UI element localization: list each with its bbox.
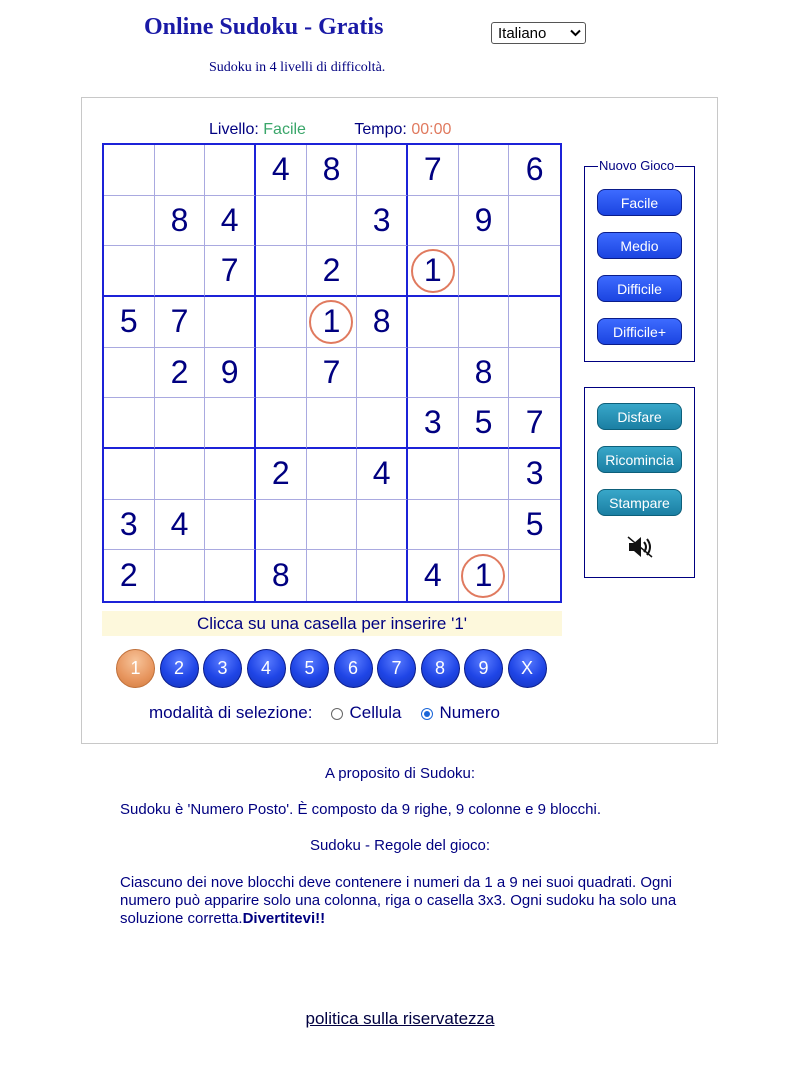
sudoku-cell[interactable]	[104, 297, 155, 348]
radio-cell[interactable]	[331, 708, 343, 720]
time-label: Tempo:	[354, 121, 407, 138]
print-button[interactable]: Stampare	[597, 489, 682, 516]
new-game-hardplus-button[interactable]: Difficile+	[597, 318, 682, 345]
cell-value: 9	[220, 353, 239, 390]
cell-value: 1	[309, 300, 353, 344]
language-selected-label: Italiano	[498, 24, 547, 42]
number-pad-button-8[interactable]: 8	[421, 649, 460, 688]
selection-mode	[149, 703, 500, 723]
about-title: A proposito di Sudoku:	[324, 765, 476, 782]
sudoku-cell[interactable]	[104, 500, 155, 551]
sudoku-cell[interactable]	[205, 196, 256, 247]
number-pad-button-9[interactable]: 9	[464, 649, 503, 688]
sudoku-cell[interactable]	[509, 348, 560, 399]
radio-number[interactable]	[421, 708, 433, 720]
sudoku-cell[interactable]	[509, 145, 560, 196]
sudoku-cell[interactable]	[104, 145, 155, 196]
site-subtitle: Sudoku in 4 livelli di difficoltà.	[209, 60, 386, 75]
rules-emphasis: Divertitevi!!	[242, 910, 326, 927]
number-pad-clear-button[interactable]: X	[508, 649, 547, 688]
sudoku-cell[interactable]	[459, 246, 510, 297]
cell-value: 2	[271, 455, 290, 492]
sudoku-cell[interactable]	[155, 145, 206, 196]
sudoku-cell[interactable]	[205, 145, 256, 196]
cell-value: 9	[474, 201, 493, 238]
rules-title: Sudoku - Regole del gioco:	[309, 837, 491, 854]
sudoku-cell[interactable]	[104, 348, 155, 399]
cell-value: 7	[220, 252, 239, 289]
sudoku-cell[interactable]	[205, 297, 256, 348]
sudoku-cell[interactable]	[408, 145, 459, 196]
sudoku-cell[interactable]	[205, 246, 256, 297]
sudoku-cell[interactable]	[509, 550, 560, 601]
sudoku-cell[interactable]	[205, 348, 256, 399]
about-text: Sudoku è 'Numero Posto'. È composto da 9 righe, 9 colonne e 9 blocchi.	[120, 801, 602, 818]
sudoku-cell[interactable]	[357, 398, 408, 449]
cell-value: 5	[474, 404, 493, 441]
time-value: 00:00	[411, 121, 452, 138]
sudoku-cell[interactable]	[459, 145, 510, 196]
sudoku-cell[interactable]	[256, 297, 307, 348]
language-select[interactable]	[491, 22, 586, 44]
cell-value: 3	[525, 455, 544, 492]
sudoku-cell[interactable]	[408, 196, 459, 247]
sudoku-cell[interactable]	[459, 550, 510, 601]
sudoku-cell[interactable]	[307, 246, 358, 297]
sudoku-cell[interactable]	[155, 246, 206, 297]
cell-value: 1	[461, 554, 505, 598]
sudoku-cell[interactable]	[509, 297, 560, 348]
cell-value: 6	[525, 151, 544, 188]
new-game-easy-button[interactable]: Facile	[597, 189, 682, 216]
sudoku-cell[interactable]	[509, 196, 560, 247]
sudoku-cell[interactable]	[104, 246, 155, 297]
mode-option-number-label: Numero	[439, 703, 500, 722]
sudoku-cell[interactable]	[256, 348, 307, 399]
sudoku-cell[interactable]	[509, 500, 560, 551]
cell-value: 8	[170, 201, 189, 238]
sudoku-cell[interactable]	[307, 348, 358, 399]
sudoku-cell[interactable]	[307, 500, 358, 551]
sudoku-cell[interactable]	[357, 449, 408, 500]
cell-value: 4	[220, 201, 239, 238]
cell-value: 2	[119, 557, 138, 594]
sudoku-cell[interactable]	[408, 398, 459, 449]
sudoku-cell[interactable]	[459, 297, 510, 348]
cell-value: 2	[170, 353, 189, 390]
mode-option-cell-label: Cellula	[349, 703, 402, 722]
sudoku-cell[interactable]	[256, 246, 307, 297]
sudoku-cell[interactable]	[357, 196, 408, 247]
sudoku-cell[interactable]	[408, 500, 459, 551]
mode-option-cell[interactable]	[331, 703, 401, 723]
sudoku-cell[interactable]	[459, 500, 510, 551]
cell-value: 3	[119, 505, 138, 542]
sudoku-cell[interactable]	[408, 246, 459, 297]
number-pad-button-1[interactable]: 1	[116, 649, 155, 688]
sudoku-cell[interactable]	[408, 297, 459, 348]
cell-value: 7	[170, 303, 189, 340]
level-value: Facile	[263, 121, 306, 138]
number-pad-button-4[interactable]: 4	[247, 649, 286, 688]
speaker-muted-icon[interactable]	[626, 535, 654, 559]
chevron-down-icon	[570, 29, 581, 37]
sudoku-cell[interactable]	[155, 500, 206, 551]
sudoku-cell[interactable]	[509, 246, 560, 297]
sudoku-cell[interactable]	[205, 449, 256, 500]
cell-value: 8	[322, 151, 341, 188]
restart-button[interactable]: Ricomincia	[597, 446, 682, 473]
sudoku-board	[102, 143, 562, 603]
cell-value: 5	[525, 505, 544, 542]
number-pad-button-7[interactable]: 7	[377, 649, 416, 688]
sudoku-cell[interactable]	[104, 449, 155, 500]
sudoku-cell[interactable]	[155, 348, 206, 399]
sudoku-cell[interactable]	[357, 348, 408, 399]
cell-value: 4	[423, 557, 442, 594]
sudoku-cell[interactable]	[459, 196, 510, 247]
number-pad-button-5[interactable]: 5	[290, 649, 329, 688]
sudoku-cell[interactable]	[256, 145, 307, 196]
number-pad	[116, 649, 551, 688]
cell-value: 4	[170, 505, 189, 542]
undo-button[interactable]: Disfare	[597, 403, 682, 430]
sudoku-cell[interactable]	[408, 550, 459, 601]
sudoku-cell[interactable]	[256, 500, 307, 551]
mode-option-number[interactable]	[421, 703, 499, 723]
sudoku-cell[interactable]	[205, 550, 256, 601]
sudoku-cell[interactable]	[459, 348, 510, 399]
rules-text	[120, 874, 695, 928]
cell-value: 7	[423, 151, 442, 188]
sudoku-cell[interactable]	[256, 449, 307, 500]
sudoku-cell[interactable]	[509, 449, 560, 500]
level-label: Livello:	[209, 121, 259, 138]
status-line	[209, 121, 451, 139]
sudoku-cell[interactable]	[155, 449, 206, 500]
sudoku-cell[interactable]	[155, 550, 206, 601]
sudoku-cell[interactable]	[307, 297, 358, 348]
new-game-legend: Nuovo Gioco	[599, 158, 675, 173]
hint-message: Clicca su una casella per inserire '1'	[102, 611, 562, 636]
sudoku-cell[interactable]	[357, 246, 408, 297]
cell-value: 7	[322, 353, 341, 390]
sudoku-cell[interactable]	[104, 398, 155, 449]
cell-value: 4	[271, 151, 290, 188]
sudoku-cell[interactable]	[509, 398, 560, 449]
sudoku-cell[interactable]	[104, 550, 155, 601]
cell-value: 5	[119, 303, 138, 340]
sudoku-cell[interactable]	[155, 398, 206, 449]
sudoku-cell[interactable]	[205, 398, 256, 449]
cell-value: 7	[525, 404, 544, 441]
cell-value: 8	[372, 303, 391, 340]
sudoku-cell[interactable]	[155, 196, 206, 247]
selection-mode-label: modalità di selezione:	[149, 703, 313, 722]
number-pad-button-6[interactable]: 6	[334, 649, 373, 688]
sudoku-cell[interactable]	[307, 550, 358, 601]
sudoku-cell[interactable]	[357, 550, 408, 601]
sudoku-cell[interactable]	[256, 550, 307, 601]
sudoku-cell[interactable]	[205, 500, 256, 551]
sudoku-cell[interactable]	[408, 449, 459, 500]
site-title: Online Sudoku - Gratis	[144, 14, 384, 40]
rules-body: Ciascuno dei nove blocchi deve contenere i numeri da 1 a 9 nei suoi quadrati. Ogni numero può apparire solo una colonna, riga o casella 3x3. Ogni sudoku ha solo una soluzione corretta.	[120, 874, 677, 927]
number-pad-button-3[interactable]: 3	[203, 649, 242, 688]
new-game-hard-button[interactable]: Difficile	[597, 275, 682, 302]
sudoku-cell[interactable]	[357, 297, 408, 348]
sudoku-cell[interactable]	[307, 196, 358, 247]
sudoku-cell[interactable]	[256, 196, 307, 247]
cell-value: 1	[411, 249, 455, 293]
sudoku-cell[interactable]	[307, 398, 358, 449]
cell-value: 8	[271, 557, 290, 594]
cell-value: 3	[423, 404, 442, 441]
sudoku-cell[interactable]	[357, 500, 408, 551]
cell-value: 3	[372, 201, 391, 238]
number-pad-button-2[interactable]: 2	[160, 649, 199, 688]
cell-value: 2	[322, 252, 341, 289]
sudoku-cell[interactable]	[408, 348, 459, 399]
privacy-policy-link[interactable]: politica sulla riservatezza	[305, 1009, 495, 1028]
sudoku-cell[interactable]	[155, 297, 206, 348]
cell-value: 4	[372, 455, 391, 492]
sudoku-cell[interactable]	[307, 449, 358, 500]
sudoku-cell[interactable]	[459, 398, 510, 449]
sudoku-cell[interactable]	[104, 196, 155, 247]
cell-value: 8	[474, 353, 493, 390]
sudoku-cell[interactable]	[307, 145, 358, 196]
new-game-medium-button[interactable]: Medio	[597, 232, 682, 259]
sudoku-cell[interactable]	[256, 398, 307, 449]
sudoku-cell[interactable]	[459, 449, 510, 500]
sudoku-cell[interactable]	[357, 145, 408, 196]
